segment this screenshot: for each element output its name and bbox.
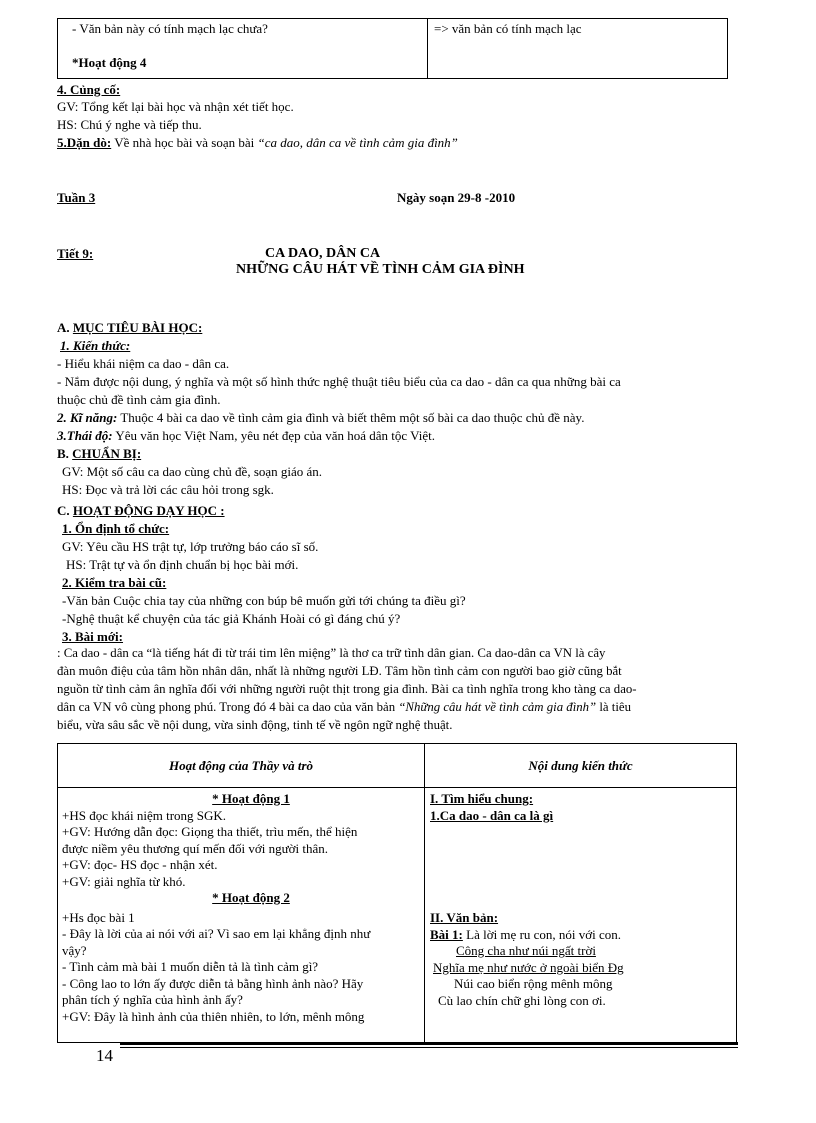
intro-p2: đàn muôn điệu của tâm hồn nhân dân, nhất là những người LĐ. Tâm hồn tình cảm con người bao giờ cũng bắt [57, 664, 622, 678]
org-hs: HS: Trật tự và ổn định chuẩn bị học bài mới. [66, 557, 299, 572]
section-b-heading: B. CHUẨN BỊ: [57, 446, 142, 461]
week-label: Tuần 3 [57, 190, 96, 205]
knowledge-2a: - Nắm được nội dung, ý nghĩa và một số hình thức nghệ thuật tiêu biểu của ca dao - dân ca qua những bài ca [57, 374, 621, 389]
check-2: -Nghệ thuật kể chuyện của tác giả Khánh Hoài có gì đáng chú ý? [62, 611, 401, 626]
top-table-question: - Văn bản này có tính mạch lạc chưa? [72, 21, 268, 36]
activity-2-line: vậy? [62, 942, 87, 958]
top-table-answer: => văn bản có tính mạch lạc [434, 21, 582, 36]
org-gv: GV: Yêu cầu HS trật tự, lớp trưởng báo cáo sĩ số. [62, 539, 319, 554]
knowledge-1: - Hiểu khái niệm ca dao - dân ca. [57, 356, 230, 371]
prep-hs: HS: Đọc và trả lời các câu hỏi trong sgk. [62, 482, 274, 497]
poem-intro: Bài 1: Là lời mẹ ru con, nói với con. [430, 926, 622, 942]
footer-rule-thick [120, 1042, 738, 1045]
homework-quote: “ca dao, dân ca về tình cảm gia đình” [257, 135, 458, 150]
poem-line: Núi cao biển rộng mênh mông [454, 976, 613, 991]
activity-2-line: phân tích ý nghĩa của hình ảnh ấy? [62, 992, 243, 1007]
consolidate-heading: 4. Củng cố: [57, 82, 121, 97]
activity-2-line: - Công lao to lớn ấy được diễn tả bằng hình ảnh nào? Hãy [62, 975, 364, 991]
org-label: 1. Ổn định tổ chức: [62, 521, 170, 536]
table-header-content: Nội dung kiến thức [425, 744, 737, 788]
top-table [57, 18, 728, 79]
top-table-left-cell [58, 19, 428, 79]
activity-2-line: - Đây là lời của ai nói với ai? Vì sao em lại khẳng định như [62, 926, 371, 941]
prep-gv: GV: Một số câu ca dao cùng chủ đề, soạn giáo án. [62, 464, 323, 479]
homework-text: Về nhà học bài và soạn bài [111, 135, 258, 150]
check-label: 2. Kiểm tra bài cũ: [62, 575, 167, 590]
consolidate-gv: GV: Tổng kết lại bài học và nhận xét tiết học. [57, 99, 294, 114]
new-lesson-label: 3. Bài mới: [62, 629, 124, 644]
activity-1-line: +GV: Hướng dẫn đọc: Giọng tha thiết, trìu mến, thể hiện [62, 824, 358, 839]
content-heading-1: I. Tìm hiểu chung: [430, 791, 534, 806]
content-heading-3: II. Văn bản: [430, 910, 499, 925]
knowledge-label: 1. Kiến thức: [60, 338, 131, 353]
activity-2-title: * Hoạt động 2 [212, 890, 290, 905]
activity-1-line: +GV: đọc- HS đọc - nhận xét. [62, 857, 218, 872]
top-table-right-cell [428, 19, 728, 79]
poem-line: Cù lao chín chữ ghi lòng con ơi. [438, 992, 606, 1008]
period-label: Tiết 9: [57, 246, 94, 261]
activity-2-line: +GV: Đây là hình ảnh của thiên nhiên, to lớn, mênh mông [62, 1008, 365, 1024]
consolidate-hs: HS: Chú ý nghe và tiếp thu. [57, 117, 202, 132]
content-cell [425, 788, 737, 1043]
section-a-heading: A. MỤC TIÊU BÀI HỌC: [57, 320, 203, 335]
activity-cell [58, 788, 425, 1043]
lesson-title-1: CA DAO, DÂN CA [265, 246, 381, 261]
date-label: Ngày soạn 29-8 -2010 [397, 190, 516, 205]
poem-line: Nghĩa mẹ như nước ở ngoài biển Đg [433, 959, 624, 975]
activity-1-line: được niềm yêu thương quí mến đối với người thân. [62, 840, 328, 856]
check-1: -Văn bản Cuộc chia tay của những con búp bê muốn gửi tới chúng ta điều gì? [62, 593, 466, 608]
lesson-title-2: NHỮNG CÂU HÁT VỀ TÌNH CẢM GIA ĐÌNH [236, 262, 525, 277]
footer-rule-thin [120, 1047, 738, 1048]
homework-line [57, 135, 458, 151]
top-table-activity: *Hoạt động 4 [72, 54, 147, 70]
activity-1-title: * Hoạt động 1 [212, 791, 290, 806]
intro-p5: biểu, vừa sâu sắc về nội dung, vừa sinh động, tinh tế về ngôn ngữ nghệ thuật. [57, 718, 453, 732]
intro-p3: nguồn từ tình cảm ân nghĩa đối với những người ruột thịt trong gia đình. Bài ca tình nghĩa trong kho tàng ca dao- [57, 682, 637, 696]
homework-label: 5.Dặn dò: [57, 135, 112, 150]
intro-p1: : Ca dao - dân ca “là tiếng hát đi từ trái tim lên miệng” là thơ ca trữ tình dân gian. Ca dao-dân ca VN là cây [57, 646, 606, 660]
section-c-heading: C. HOẠT ĐỘNG DẠY HỌC : [57, 503, 225, 518]
table-header-activity: Hoạt động của Thầy và trò [58, 744, 425, 788]
activity-1-line: +GV: giải nghĩa từ khó. [62, 873, 186, 889]
content-heading-2: 1.Ca dao - dân ca là gì [430, 807, 554, 823]
attitude-line: 3.Thái độ: Yêu văn học Việt Nam, yêu nét đẹp của văn hoá dân tộc Việt. [57, 428, 435, 443]
skill-line: 2. Kĩ năng: Thuộc 4 bài ca dao về tình cảm gia đình và biết thêm một số bài ca dao thuộc chủ đề này. [57, 410, 585, 425]
knowledge-2b: thuộc chủ đề tình cảm gia đình. [57, 392, 221, 407]
page-number: 14 [96, 1046, 113, 1065]
poem-line: Công cha như núi ngất trời [456, 943, 596, 958]
intro-p4: dân ca VN vô cùng phong phú. Trong đó 4 bài ca dao của văn bản “Những câu hát về tình cảm gia đình” là tiêu [57, 700, 631, 714]
activity-2-line: - Tình cảm mà bài 1 muốn diễn tả là tình cảm gì? [62, 959, 319, 974]
lesson-table [57, 743, 737, 1043]
activity-1-line: +HS đọc khái niệm trong SGK. [62, 807, 227, 823]
activity-2-line: +Hs đọc bài 1 [62, 909, 135, 925]
